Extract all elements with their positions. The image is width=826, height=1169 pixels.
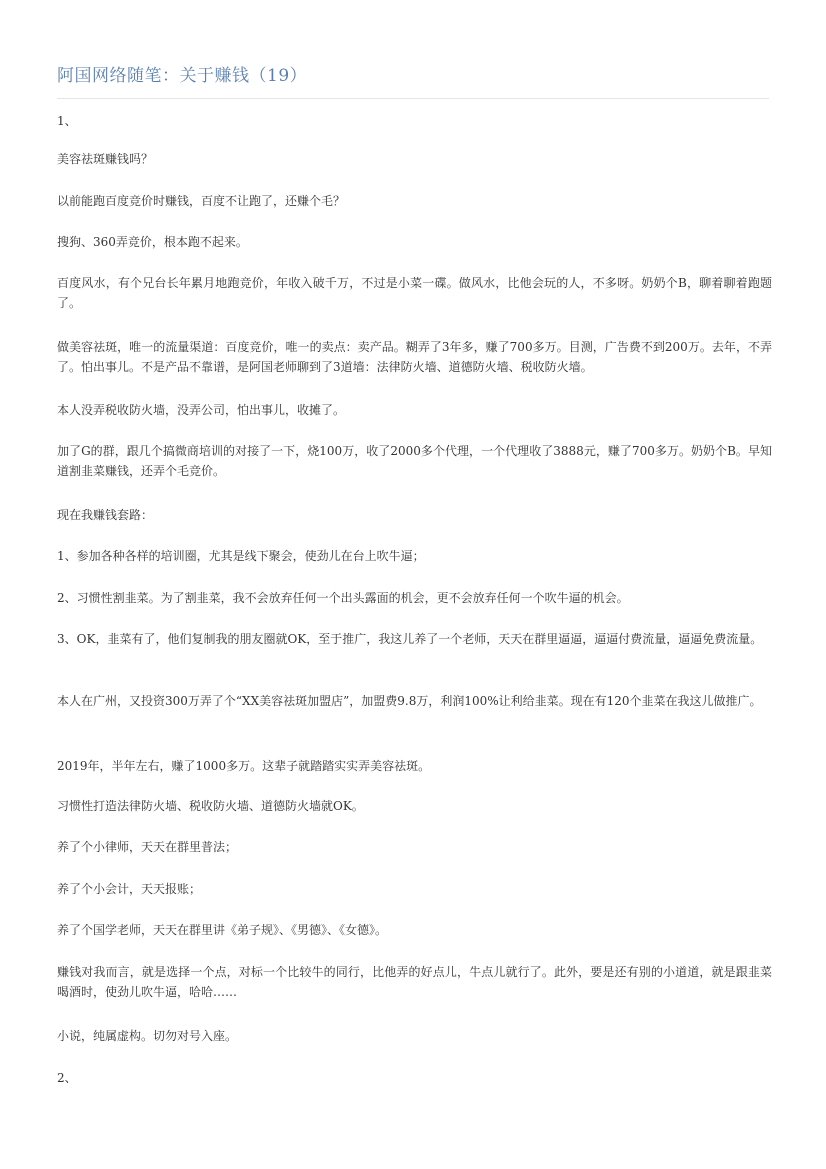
paragraph: 赚钱对我而言，就是选择一个点，对标一个比较牛的同行，比他弄的好点儿，牛点儿就行了。此外，要是还有别的小道道，就是跟韭菜喝酒时，使劲儿吹牛逼，哈哈…… xyxy=(57,965,772,999)
paragraph: 本人没弄税收防火墙，没弄公司，怕出事儿，收摊了。 xyxy=(57,403,346,417)
paragraph: 养了个小会计，天天报账； xyxy=(57,882,202,896)
list-item: 3、OK，韭菜有了，他们复制我的朋友圈就OK，至于推广，我这儿养了一个老师，天天在群里逼逼，逼逼付费流量，逼逼免费流量。 xyxy=(57,632,763,646)
paragraph: 养了个小律师，天天在群里普法； xyxy=(57,840,238,854)
list-item: 1、参加各种各样的培训圈，尤其是线下聚会，使劲儿在台上吹牛逼； xyxy=(57,549,425,563)
paragraph: 2019年，半年左右，赚了1000多万。这辈子就踏踏实实弄美容祛斑。 xyxy=(57,759,431,773)
paragraph: 养了个国学老师，天天在群里讲《弟子规》、《男德》、《女德》。 xyxy=(57,923,388,937)
paragraph: 百度风水，有个兄台长年累月地跑竞价，年收入破千万，不过是小菜一碟。做风水，比他会玩的人，不多呀。奶奶个B，聊着聊着跑题了。 xyxy=(57,276,772,310)
paragraph: 小说，纯属虚构。切勿对号入座。 xyxy=(57,1029,238,1043)
paragraph: 美容祛斑赚钱吗？ xyxy=(57,152,154,166)
paragraph: 做美容祛斑，唯一的流量渠道：百度竞价，唯一的卖点：卖产品。糊弄了3年多，赚了700多万。目测，广告费不到200万。去年，不弄了。怕出事儿。不是产品不靠谱，是阿国老师聊到了3道墙：法律防火墙、道德防火墙、税收防火墙。 xyxy=(57,340,772,374)
title-divider xyxy=(57,98,769,99)
page-title: 阿国网络随笔：关于赚钱（19） xyxy=(57,66,308,86)
section-number: 1、 xyxy=(57,114,77,128)
paragraph: 本人在广州，又投资300万弄了个“XX美容祛斑加盟店”，加盟费9.8万，利润100%让利给韭菜。现在有120个韭菜在我这儿做推广。 xyxy=(57,694,762,708)
paragraph: 加了G的群，跟几个搞微商培训的对接了一下，烧100万，收了2000多个代理，一个代理收了3888元，赚了700多万。奶奶个B。早知道割韭菜赚钱，还弄个毛竞价。 xyxy=(57,444,772,478)
paragraph: 以前能跑百度竞价时赚钱，百度不让跑了，还赚个毛？ xyxy=(57,194,346,208)
list-item: 2、习惯性割韭菜。为了割韭菜，我不会放弃任何一个出头露面的机会，更不会放弃任何一个吹牛逼的机会。 xyxy=(57,591,629,605)
paragraph: 习惯性打造法律防火墙、税收防火墙、道德防火墙就OK。 xyxy=(57,799,364,813)
section-number: 2、 xyxy=(57,1071,77,1085)
paragraph: 现在我赚钱套路： xyxy=(57,508,154,522)
paragraph: 搜狗、360弄竞价，根本跑不起来。 xyxy=(57,235,248,249)
